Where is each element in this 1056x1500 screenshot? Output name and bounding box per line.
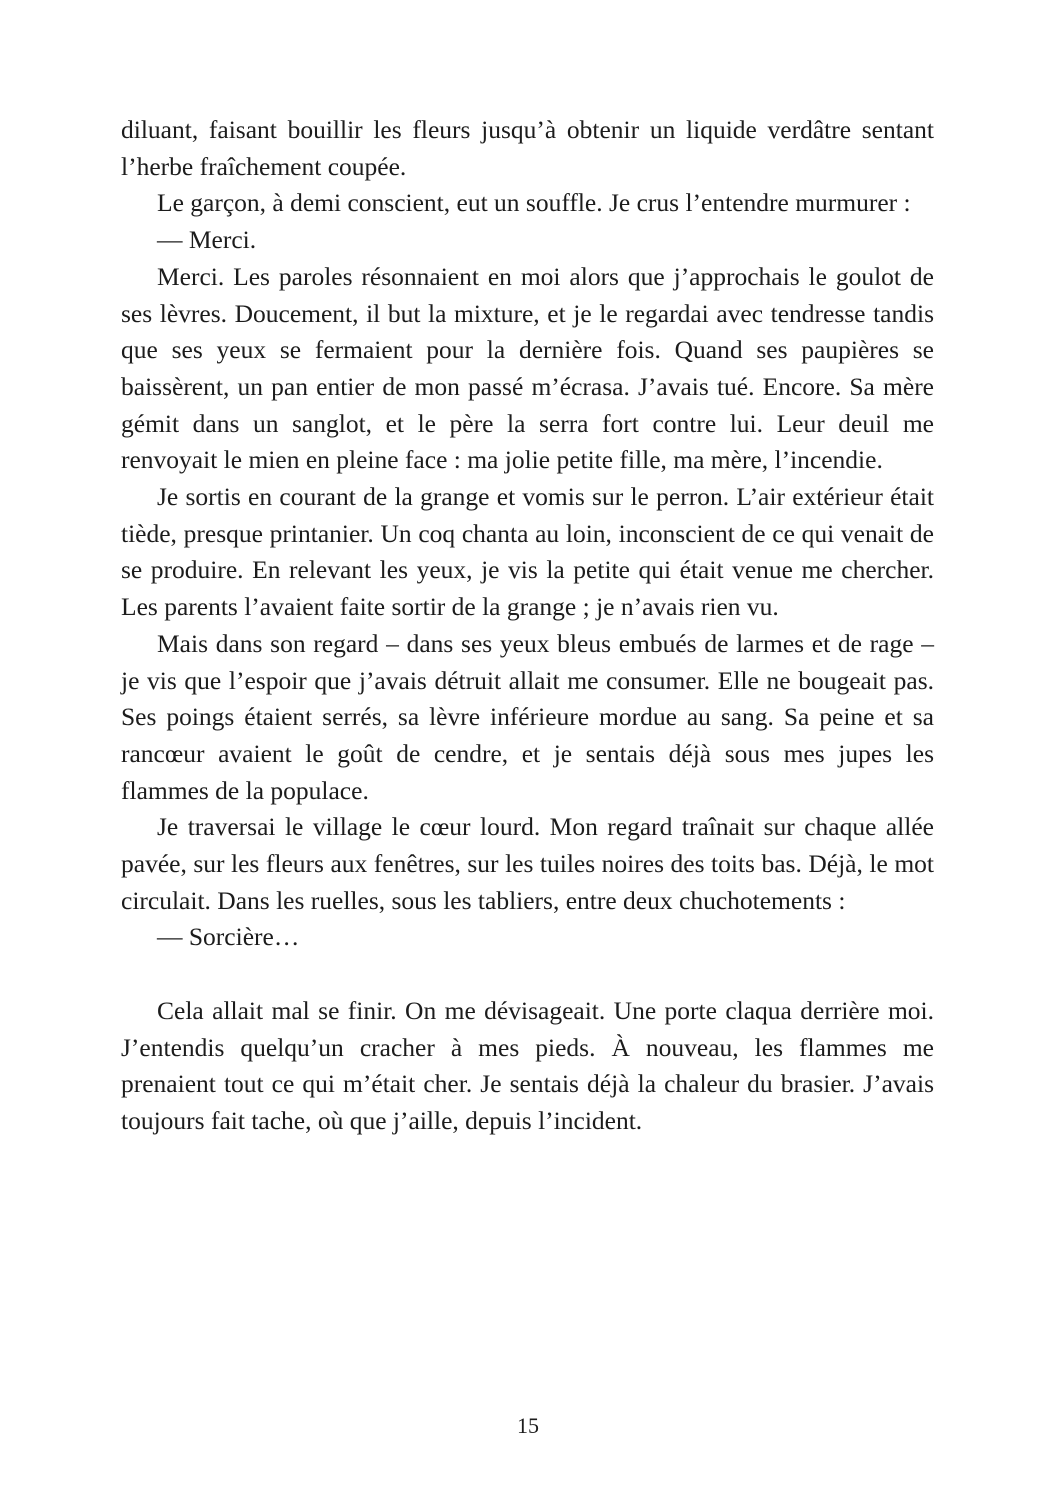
paragraph: Je traversai le village le cœur lourd. Mon regard traînait sur chaque allée pavée, sur les fleurs aux fenêtres, sur les tuiles noires des toits bas. Déjà, le mot circulait. Dans les ruelles, sous les tabliers, entre deux chuchotements : — [121, 812, 934, 915]
page-number: 15 — [517, 1413, 539, 1438]
page-body — [121, 112, 934, 1140]
paragraph-continuation: diluant, faisant bouillir les fleurs jusqu’à obtenir un liquide verdâtre sentant l’herbe fraîchement coupée. — [121, 115, 934, 181]
paragraph: Je sortis en courant de la grange et vomis sur le perron. L’air extérieur était tiède, presque printanier. Un coq chanta au loin, inconscient de ce qui venait de se produire. En relevant les yeux, je vis la petite qui était venue me chercher. Les parents l’avaient faite sortir de la grange ; je n’avais rien vu. — [121, 482, 934, 622]
section-break — [121, 956, 934, 993]
paragraph: Merci. Les paroles résonnaient en moi alors que j’approchais le goulot de ses lèvres. Doucement, il but la mixture, et je le regardai avec tendresse tandis que ses yeux se fermaient pour la dernière fois. Quand ses paupières se baissèrent, un pan entier de mon passé m’écrasa. J’avais tué. Encore. Sa mère gémit dans un sanglot, et le père la serra fort contre lui. Leur deuil me renvoyait le mien en pleine face : ma jolie petite fille, ma mère, l’incendie. — [121, 261, 934, 475]
dialogue-line: — Sorcière… — [157, 922, 300, 952]
paragraph: Mais dans son regard – dans ses yeux bleus embués de larmes et de rage – je vis que l’espoir que j’avais détruit allait me consumer. Elle ne bougeait pas. Ses poings étaient serrés, sa lèvre inférieure mordue au sang. Sa peine et sa rancœur avaient le goût de cendre, et je sentais déjà sous mes jupes les flammes de la populace. — [121, 628, 934, 805]
paragraph: Le garçon, à demi conscient, eut un souffle. Je crus l’entendre murmurer : — [157, 188, 911, 218]
dialogue-line: — Merci. — [157, 225, 257, 255]
paragraph: Cela allait mal se finir. On me dévisageait. Une porte claqua derrière moi. J’entendis quelqu’un cracher à mes pieds. À nouveau, les flammes me prenaient tout ce qui m’était cher. Je sentais déjà la chaleur du brasier. J’avais toujours fait tache, où que j’aille, depuis l’incident. — [121, 995, 934, 1135]
